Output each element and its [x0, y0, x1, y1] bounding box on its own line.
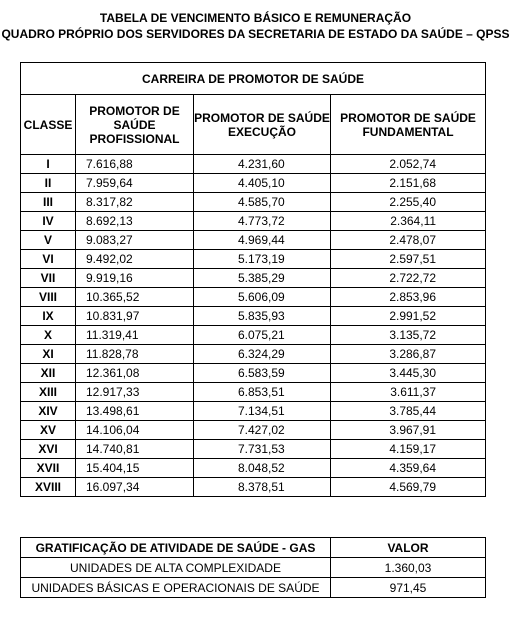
classe-cell: IV: [21, 212, 76, 231]
execucao-cell: 5.606,09: [194, 288, 331, 307]
profissional-cell: 7.616,88: [76, 155, 194, 174]
classe-cell: VI: [21, 250, 76, 269]
profissional-cell: 10.831,97: [76, 307, 194, 326]
gas-value-cell: 971,45: [331, 578, 486, 598]
gas-column-header-description: GRATIFICAÇÃO DE ATIVIDADE DE SAÚDE - GAS: [21, 538, 331, 558]
classe-cell: II: [21, 174, 76, 193]
table-row: [21, 193, 486, 212]
column-header-row: [21, 95, 486, 155]
classe-cell: VIII: [21, 288, 76, 307]
profissional-cell: 11.828,78: [76, 345, 194, 364]
profissional-cell: 12.917,33: [76, 383, 194, 402]
fundamental-cell: 3.611,37: [331, 383, 486, 402]
fundamental-cell: 2.991,52: [331, 307, 486, 326]
column-header-fundamental: PROMOTOR DE SAÚDE FUNDAMENTAL: [331, 95, 486, 155]
execucao-cell: 6.853,51: [194, 383, 331, 402]
table-row: [21, 288, 486, 307]
fundamental-cell: 2.853,96: [331, 288, 486, 307]
column-header-execucao: PROMOTOR DE SAÚDE EXECUÇÃO: [194, 95, 331, 155]
classe-cell: V: [21, 231, 76, 250]
fundamental-cell: 3.445,30: [331, 364, 486, 383]
profissional-cell: 13.498,61: [76, 402, 194, 421]
execucao-cell: 4.405,10: [194, 174, 331, 193]
column-header-classe: CLASSE: [21, 95, 76, 155]
title-line-2: QUADRO PRÓPRIO DOS SERVIDORES DA SECRETARIA DE ESTADO DA SAÚDE – QPSS: [1, 27, 510, 41]
profissional-cell: 9.083,27: [76, 231, 194, 250]
fundamental-cell: 2.478,07: [331, 231, 486, 250]
fundamental-cell: 4.359,64: [331, 459, 486, 478]
table-row: [21, 402, 486, 421]
classe-cell: XI: [21, 345, 76, 364]
table-row: [21, 558, 486, 578]
fundamental-cell: 3.135,72: [331, 326, 486, 345]
table-row: [21, 250, 486, 269]
profissional-cell: 9.492,02: [76, 250, 194, 269]
classe-cell: III: [21, 193, 76, 212]
fundamental-cell: 2.597,51: [331, 250, 486, 269]
profissional-cell: 10.365,52: [76, 288, 194, 307]
fundamental-cell: 2.722,72: [331, 269, 486, 288]
profissional-cell: 8.692,13: [76, 212, 194, 231]
fundamental-cell: 2.151,68: [331, 174, 486, 193]
fundamental-cell: 3.785,44: [331, 402, 486, 421]
table-row: [21, 578, 486, 598]
classe-cell: I: [21, 155, 76, 174]
execucao-cell: 5.173,19: [194, 250, 331, 269]
gas-column-header-valor: VALOR: [331, 538, 486, 558]
execucao-cell: 6.075,21: [194, 326, 331, 345]
career-header-row: [21, 63, 486, 95]
execucao-cell: 6.583,59: [194, 364, 331, 383]
profissional-cell: 14.106,04: [76, 421, 194, 440]
execucao-cell: 8.378,51: [194, 478, 331, 497]
profissional-cell: 14.740,81: [76, 440, 194, 459]
table-row: [21, 212, 486, 231]
fundamental-cell: 3.286,87: [331, 345, 486, 364]
classe-cell: X: [21, 326, 76, 345]
classe-cell: XVII: [21, 459, 76, 478]
gas-description-cell: UNIDADES DE ALTA COMPLEXIDADE: [21, 558, 331, 578]
gas-header-row: [21, 538, 486, 558]
table-row: [21, 326, 486, 345]
fundamental-cell: 2.052,74: [331, 155, 486, 174]
title-line-1: TABELA DE VENCIMENTO BÁSICO E REMUNERAÇÃO: [99, 11, 412, 25]
execucao-cell: 4.231,60: [194, 155, 331, 174]
fundamental-cell: 4.159,17: [331, 440, 486, 459]
table-row: [21, 231, 486, 250]
profissional-cell: 16.097,34: [76, 478, 194, 497]
table-row: [21, 364, 486, 383]
table-row: [21, 478, 486, 497]
classe-cell: VII: [21, 269, 76, 288]
classe-cell: XVIII: [21, 478, 76, 497]
execucao-cell: 6.324,29: [194, 345, 331, 364]
fundamental-cell: 2.364,11: [331, 212, 486, 231]
classe-cell: XII: [21, 364, 76, 383]
table-row: [21, 345, 486, 364]
fundamental-cell: 4.569,79: [331, 478, 486, 497]
document-title: [0, 10, 511, 42]
classe-cell: XIV: [21, 402, 76, 421]
execucao-cell: 7.731,53: [194, 440, 331, 459]
gas-value-cell: 1.360,03: [331, 558, 486, 578]
execucao-cell: 4.969,44: [194, 231, 331, 250]
execucao-cell: 5.835,93: [194, 307, 331, 326]
gas-table: [20, 537, 486, 598]
column-header-profissional: PROMOTOR DE SAÚDE PROFISSIONAL: [76, 95, 194, 155]
execucao-cell: 4.773,72: [194, 212, 331, 231]
fundamental-cell: 3.967,91: [331, 421, 486, 440]
career-header: CARREIRA DE PROMOTOR DE SAÚDE: [21, 63, 486, 95]
table-row: [21, 440, 486, 459]
execucao-cell: 5.385,29: [194, 269, 331, 288]
execucao-cell: 7.134,51: [194, 402, 331, 421]
classe-cell: XV: [21, 421, 76, 440]
profissional-cell: 11.319,41: [76, 326, 194, 345]
table-row: [21, 155, 486, 174]
salary-table: [20, 62, 486, 497]
gas-table-body: [21, 558, 486, 598]
profissional-cell: 8.317,82: [76, 193, 194, 212]
execucao-cell: 4.585,70: [194, 193, 331, 212]
table-row: [21, 383, 486, 402]
gas-description-cell: UNIDADES BÁSICAS E OPERACIONAIS DE SAÚDE: [21, 578, 331, 598]
salary-table-body: [21, 155, 486, 497]
table-row: [21, 421, 486, 440]
profissional-cell: 7.959,64: [76, 174, 194, 193]
fundamental-cell: 2.255,40: [331, 193, 486, 212]
profissional-cell: 15.404,15: [76, 459, 194, 478]
table-row: [21, 174, 486, 193]
profissional-cell: 9.919,16: [76, 269, 194, 288]
profissional-cell: 12.361,08: [76, 364, 194, 383]
classe-cell: IX: [21, 307, 76, 326]
table-row: [21, 269, 486, 288]
execucao-cell: 8.048,52: [194, 459, 331, 478]
classe-cell: XVI: [21, 440, 76, 459]
table-row: [21, 307, 486, 326]
execucao-cell: 7.427,02: [194, 421, 331, 440]
table-row: [21, 459, 486, 478]
classe-cell: XIII: [21, 383, 76, 402]
